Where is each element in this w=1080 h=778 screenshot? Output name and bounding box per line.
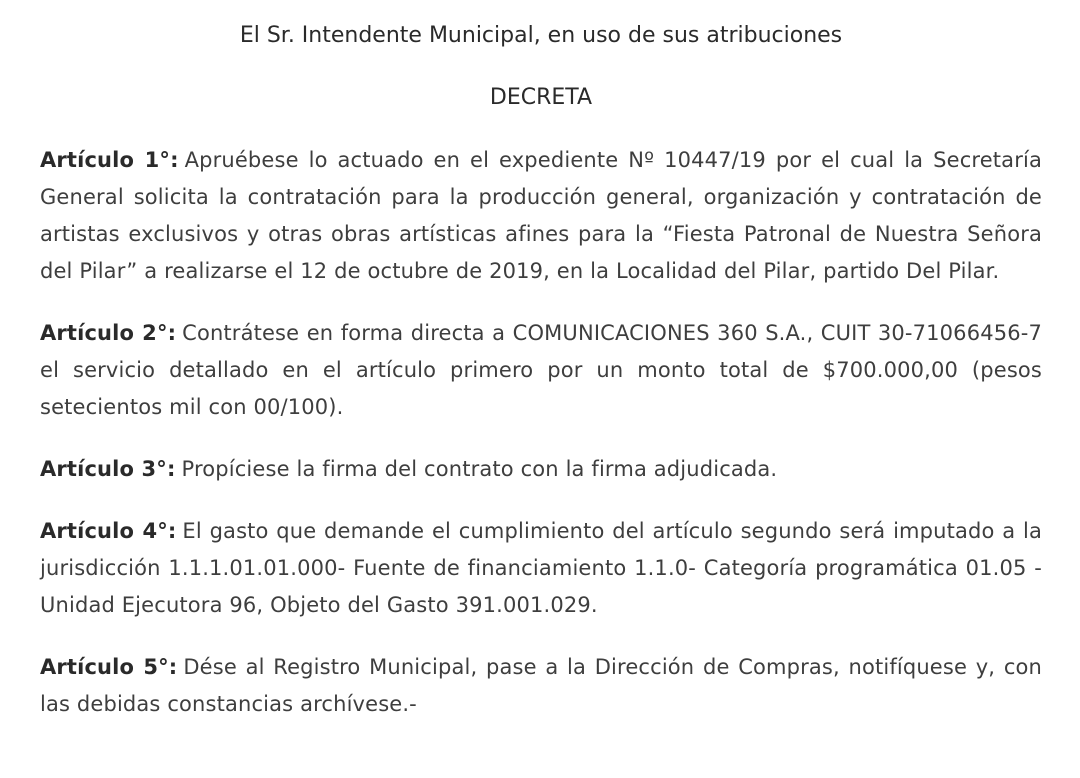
article-2-label: Artículo 2°:: [40, 321, 177, 345]
article-4-label: Artículo 4°:: [40, 519, 177, 543]
article-4: [40, 513, 1042, 624]
decree-title: DECRETA: [489, 85, 593, 110]
article-5-text: Dése al Registro Municipal, pase a la Dirección de Compras, notifíquese y, con las debidas constancias archívese.-: [40, 655, 1042, 716]
article-3-text: Propíciese la firma del contrato con la firma adjudicada.: [181, 457, 778, 481]
article-1: [40, 142, 1042, 290]
article-2: [40, 315, 1042, 426]
preamble-heading: El Sr. Intendente Municipal, en uso de sus atribuciones: [239, 23, 843, 48]
article-3: [40, 451, 1042, 488]
article-5: [40, 649, 1042, 723]
article-1-text: Apruébese lo actuado en el expediente Nº 10447/19 por el cual la Secretaría General solicita la contratación para la producción general, organización y contratación de artistas exclusivos y otras obras artísticas afines para la “Fiesta Patronal de Nuestra Señora del Pilar” a realizarse el 12 de octubre de 2019, en la Localidad del Pilar, partido Del Pilar.: [40, 148, 1042, 283]
article-2-text: Contrátese en forma directa a COMUNICACIONES 360 S.A., CUIT 30-71066456-7 el servicio detallado en el artículo primero por un monto total de $700.000,00 (pesos setecientos mil con 00/100).: [40, 321, 1042, 419]
article-5-label: Artículo 5°:: [40, 655, 178, 679]
article-1-label: Artículo 1°:: [40, 148, 179, 172]
article-3-label: Artículo 3°:: [40, 457, 176, 481]
article-4-text: El gasto que demande el cumplimiento del artículo segundo será imputado a la jurisdicción 1.1.1.01.01.000- Fuente de financiamiento 1.1.0- Categoría programática 01.05 - Unidad Ejecutora 96, Objeto del Gasto 391.001.029.: [40, 519, 1042, 617]
